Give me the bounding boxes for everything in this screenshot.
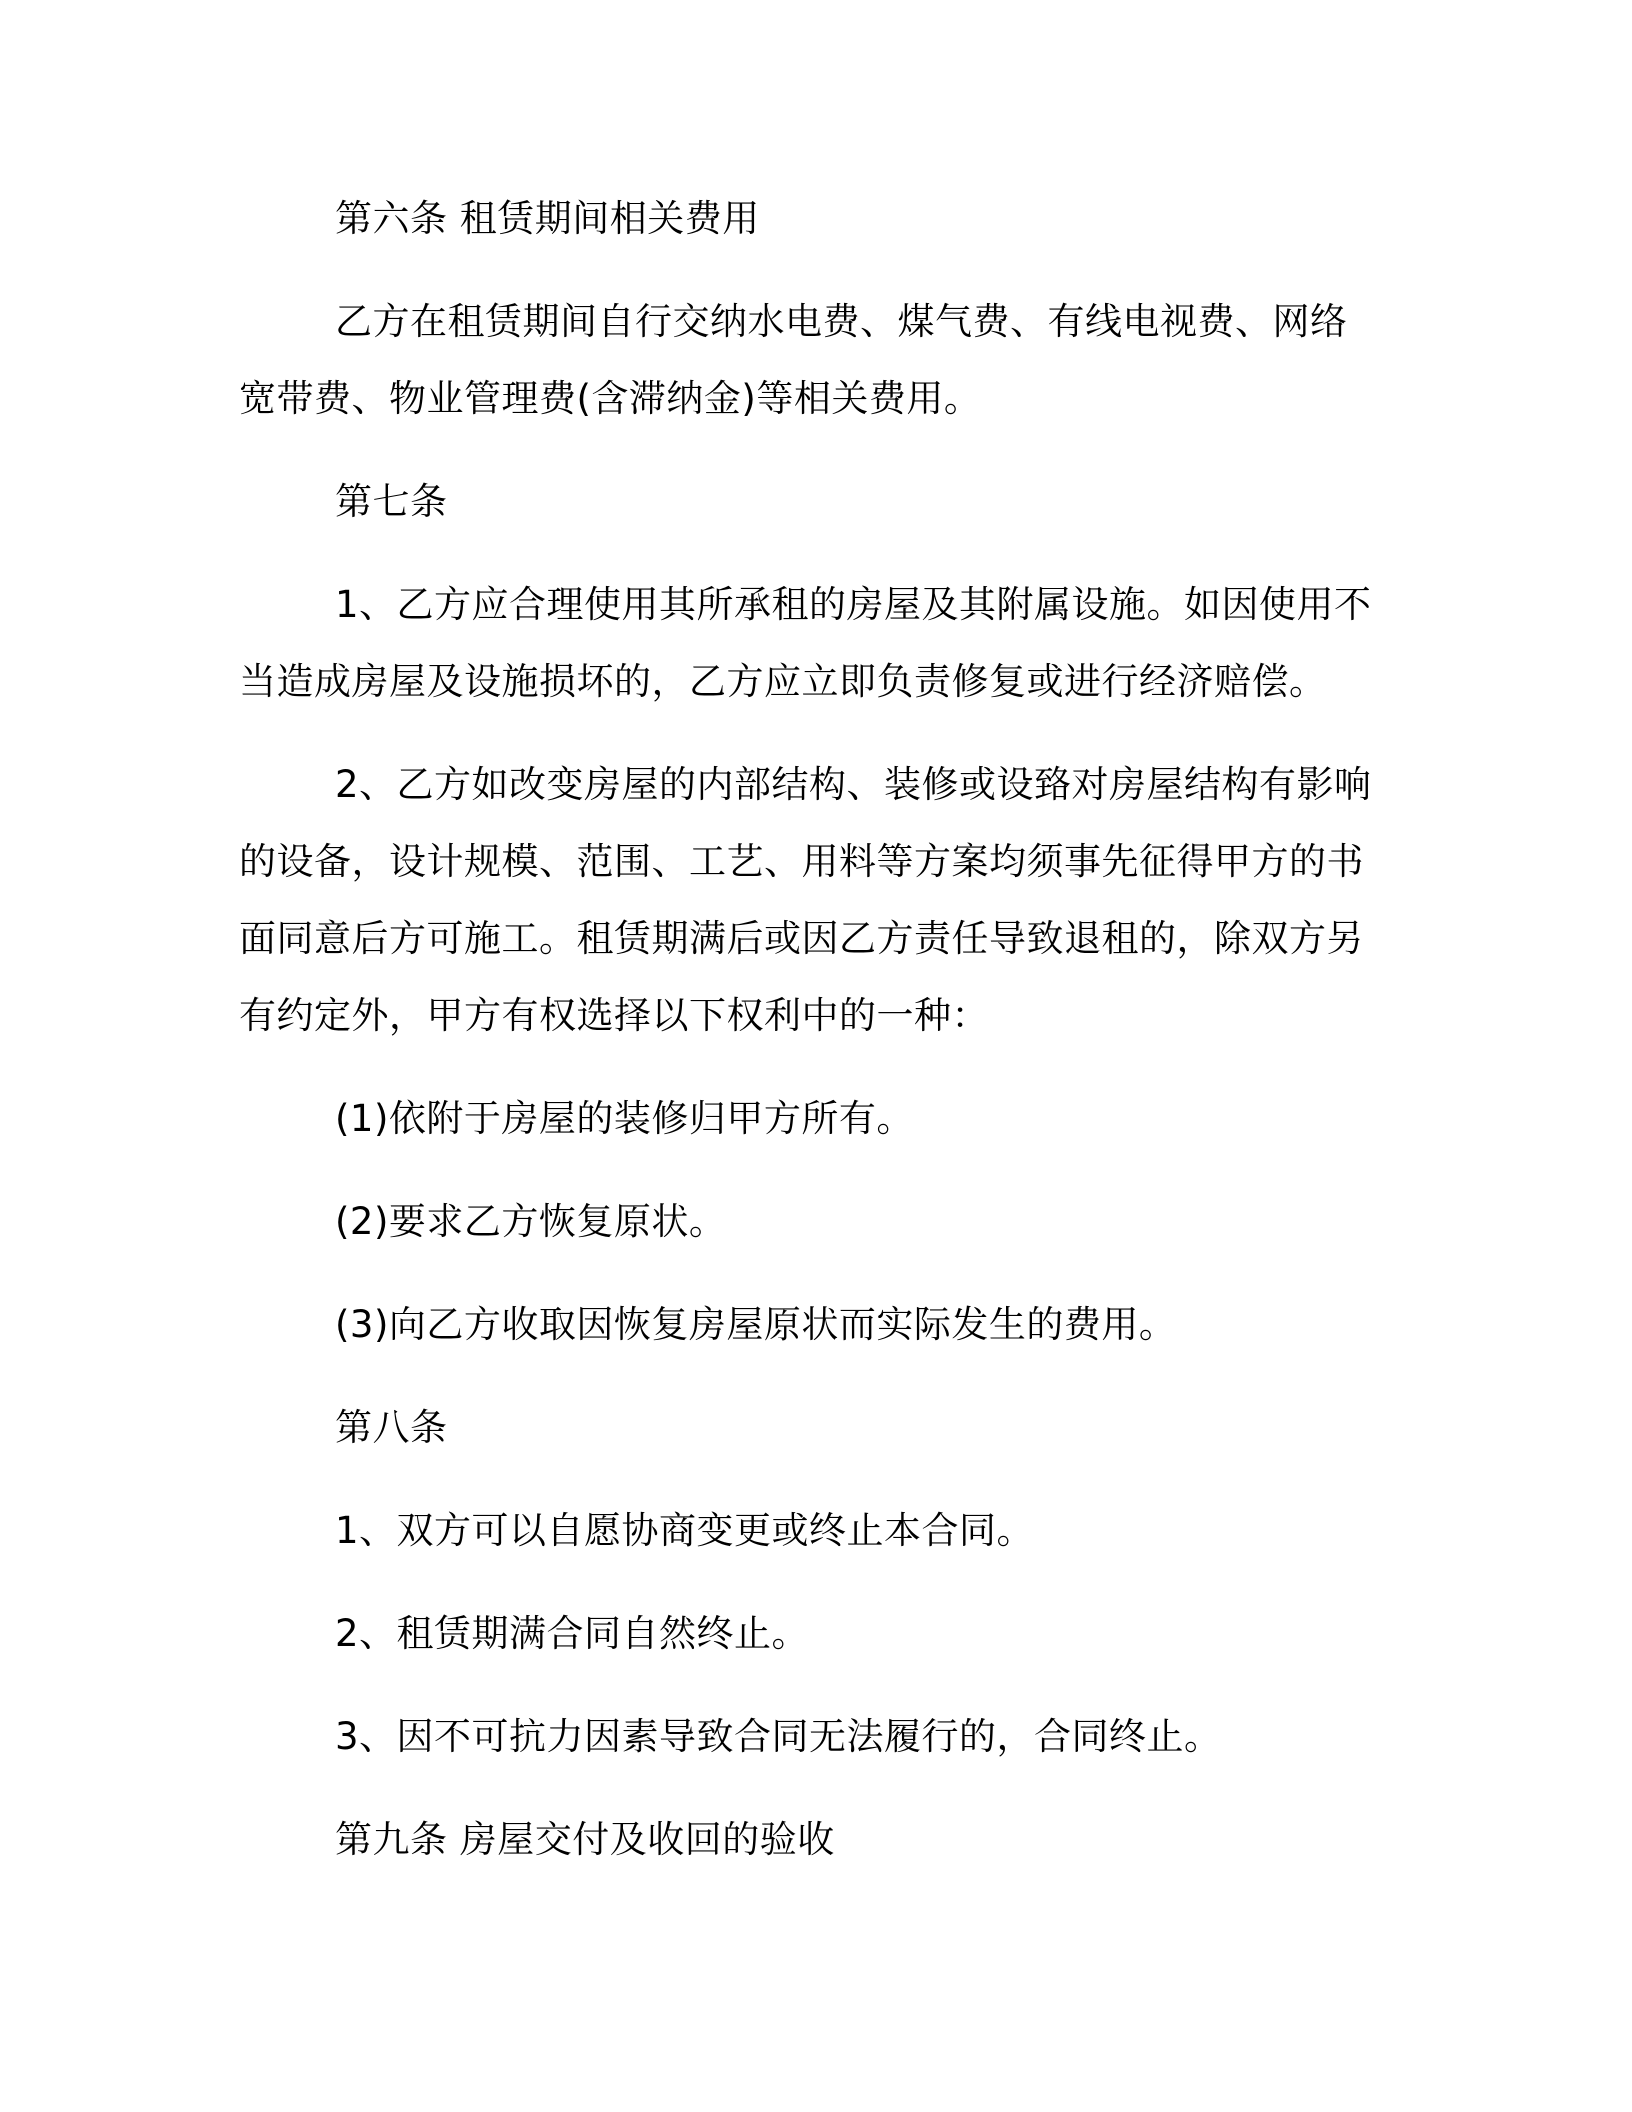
article-8-heading: 第八条 <box>335 1406 448 1449</box>
article-6-body: 乙方在租赁期间自行交纳水电费、煤气费、有线电视费、网络宽带费、物业管理费(含滞纳金)等相关费用。 <box>239 300 1348 420</box>
article-7-option-1: (1)依附于房屋的装修归甲方所有。 <box>335 1097 914 1140</box>
article-7-option-3: (3)向乙方收取因恢复房屋原状而实际发生的费用。 <box>335 1303 1177 1346</box>
article-7-heading: 第七条 <box>335 480 448 523</box>
article-8-item-2: 2、租赁期满合同自然终止。 <box>335 1612 810 1655</box>
article-6-heading: 第六条 租赁期间相关费用 <box>335 197 760 240</box>
article-9-heading: 第九条 房屋交付及收回的验收 <box>335 1818 835 1861</box>
document-content <box>239 180 1379 1878</box>
article-7-item-1: 1、乙方应合理使用其所承租的房屋及其附属设施。如因使用不当造成房屋及设施损坏的，乙方应立即负责修复或进行经济赔偿。 <box>239 583 1372 703</box>
article-7-option-2: (2)要求乙方恢复原状。 <box>335 1200 727 1243</box>
article-8-item-1: 1、双方可以自愿协商变更或终止本合同。 <box>335 1509 1035 1552</box>
article-8-item-3: 3、因不可抗力因素导致合同无法履行的，合同终止。 <box>335 1715 1222 1758</box>
article-7-item-2: 2、乙方如改变房屋的内部结构、装修或设臵对房屋结构有影响的设备，设计规模、范围、工艺、用料等方案均须事先征得甲方的书面同意后方可施工。租赁期满后或因乙方责任导致退租的，除双方另有约定外，甲方有权选择以下权利中的一种： <box>239 763 1372 1037</box>
